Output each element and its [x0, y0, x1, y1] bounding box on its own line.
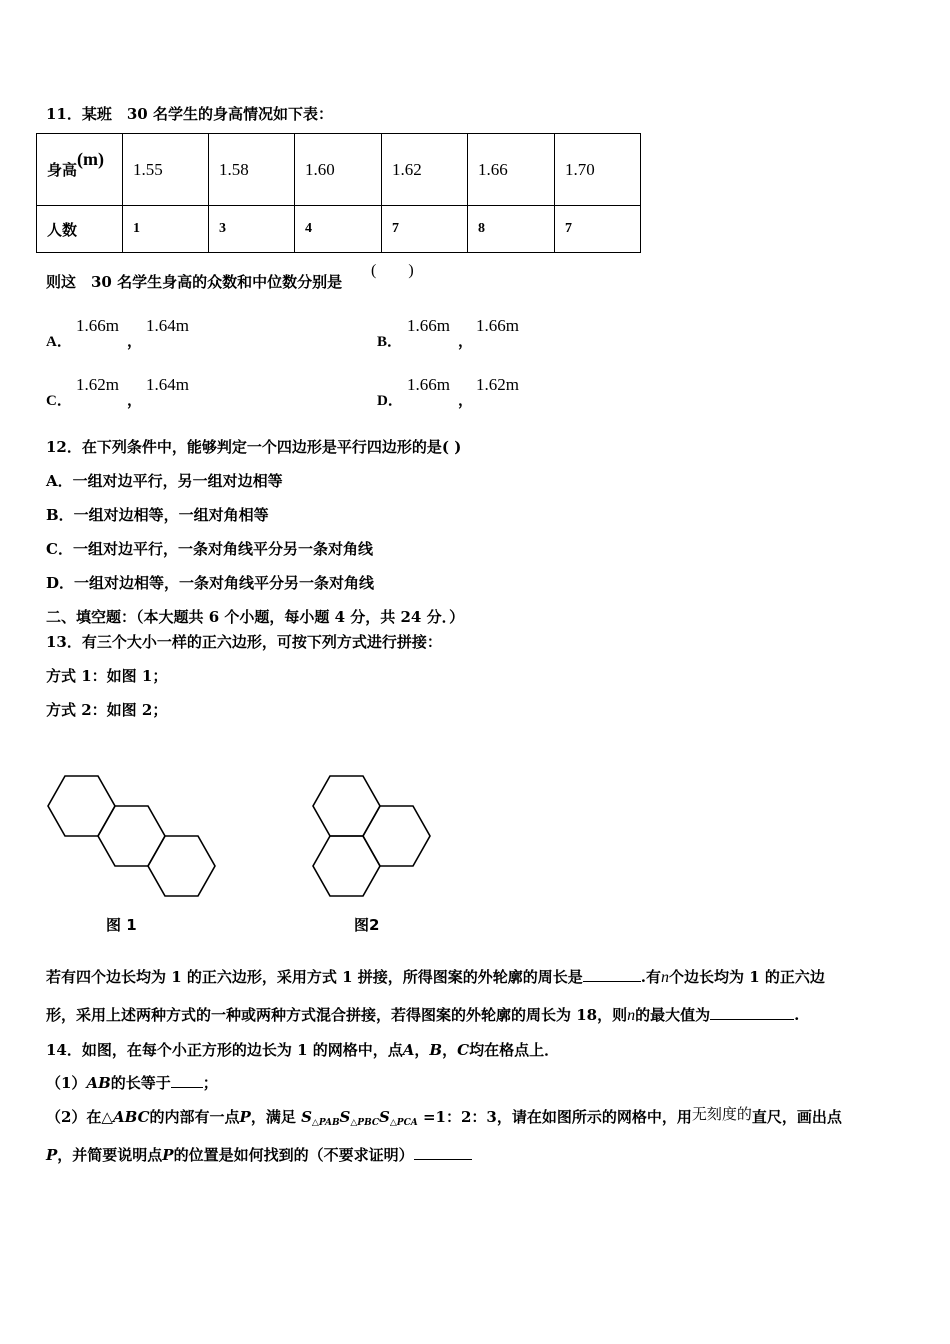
height-cell: 1.58 [209, 134, 295, 206]
q13-way2: 方式 2：如图 2； [46, 701, 168, 719]
height-cell: 1.60 [295, 134, 382, 206]
option-b-value1: 1.66m [407, 316, 450, 335]
section-heading: 二、填空题：（本大题共 6 个小题，每小题 4 分，共 24 分．） [46, 608, 465, 626]
figure-2-hexagons [305, 770, 445, 905]
q12-option-a: A．一组对边平行，另一组对边相等 [46, 472, 283, 490]
option-d-value2: 1.62m [476, 375, 519, 394]
option-c-letter: C． [46, 393, 72, 409]
hexagon [48, 776, 115, 836]
count-cell: 7 [382, 206, 468, 253]
height-cell: 1.66 [468, 134, 555, 206]
figure-1-hexagons [40, 770, 230, 905]
hexagon [148, 836, 215, 896]
option-c-value1: 1.62m [76, 375, 119, 394]
q14-part2: （2）在△ABC的内部有一点P，满足 $S_{\triangle PAB}S_{\triangle PBC}S_{\triangle PCA} =1$：2：3，请在如图所示的网格中，用无刻度的直尺，画出点 [46, 1105, 842, 1128]
table-header-height: 身高(m) [37, 134, 123, 206]
q11-stem: 11．某班 30 名学生的身高情况如下表： [46, 105, 333, 123]
height-table [36, 133, 641, 253]
option-d-value1: 1.66m [407, 375, 450, 394]
count-cell: 7 [555, 206, 641, 253]
table-header-count: 人数 [37, 206, 123, 253]
answer-blank[interactable] [710, 1005, 794, 1020]
option-b-comma: ， [458, 332, 474, 350]
answer-blank[interactable] [583, 967, 641, 982]
option-c-value2: 1.64m [146, 375, 189, 394]
option-a-letter: A． [46, 334, 72, 350]
count-cell: 1 [123, 206, 209, 253]
option-d-letter: D． [377, 393, 403, 409]
q12-option-b: B．一组对边相等，一组对角相等 [46, 506, 269, 524]
option-d-comma: ， [458, 391, 474, 409]
option-a-value2: 1.64m [146, 316, 189, 335]
figure-1-caption: 图 1 [106, 916, 137, 934]
count-cell: 3 [209, 206, 295, 253]
q13-line2: 形，采用上述两种方式的一种或两种方式混合拼接，若得图案的外轮廓的周长为 18，则n的最大值为 . [46, 1006, 800, 1024]
count-cell: 4 [295, 206, 382, 253]
q14-stem: 14．如图，在每个小正方形的边长为 1 的网格中，点A，B，C均在格点上． [46, 1041, 560, 1059]
hexagon [98, 806, 165, 866]
height-cell: 1.62 [382, 134, 468, 206]
variable-n: n [627, 1007, 636, 1024]
height-cell: 1.70 [555, 134, 641, 206]
hexagon [313, 776, 380, 836]
hexagon [363, 806, 430, 866]
unit-label: (m) [77, 149, 104, 169]
height-cell: 1.55 [123, 134, 209, 206]
variable-n: n [661, 969, 670, 986]
option-a-comma: ， [127, 332, 143, 350]
option-c-comma: ， [127, 391, 143, 409]
option-b-letter: B． [377, 334, 403, 350]
q13-way1: 方式 1：如图 1； [46, 667, 168, 685]
q12-option-d: D．一组对边相等，一条对角线平分另一条对角线 [46, 574, 375, 592]
q12-option-c: C．一组对边平行，一条对角线平分另一条对角线 [46, 540, 373, 558]
figure-2-caption: 图2 [354, 916, 380, 934]
option-a-value1: 1.66m [76, 316, 119, 335]
q14-part2-continued: P，并简要说明点P的位置是如何找到的（不要求证明） [46, 1144, 472, 1165]
q11-paren: ( ) [371, 262, 414, 279]
hexagon [313, 836, 380, 896]
answer-blank[interactable] [171, 1073, 203, 1088]
q11-question: 则这 30 名学生身高的众数和中位数分别是 [46, 273, 343, 291]
count-cell: 8 [468, 206, 555, 253]
q12-stem: 12．在下列条件中，能够判定一个四边形是平行四边形的是( ) [46, 438, 462, 456]
option-b-value2: 1.66m [476, 316, 519, 335]
answer-blank[interactable] [414, 1145, 472, 1160]
q13-line1: 若有四个边长均为 1 的正六边形，采用方式 1 拼接，所得图案的外轮廓的周长是 .有n个边长均为 1 的正六边 [46, 968, 825, 986]
q13-stem: 13．有三个大小一样的正六边形，可按下列方式进行拼接： [46, 633, 442, 651]
q14-part1: （1）AB的长等于 ； [46, 1074, 218, 1092]
